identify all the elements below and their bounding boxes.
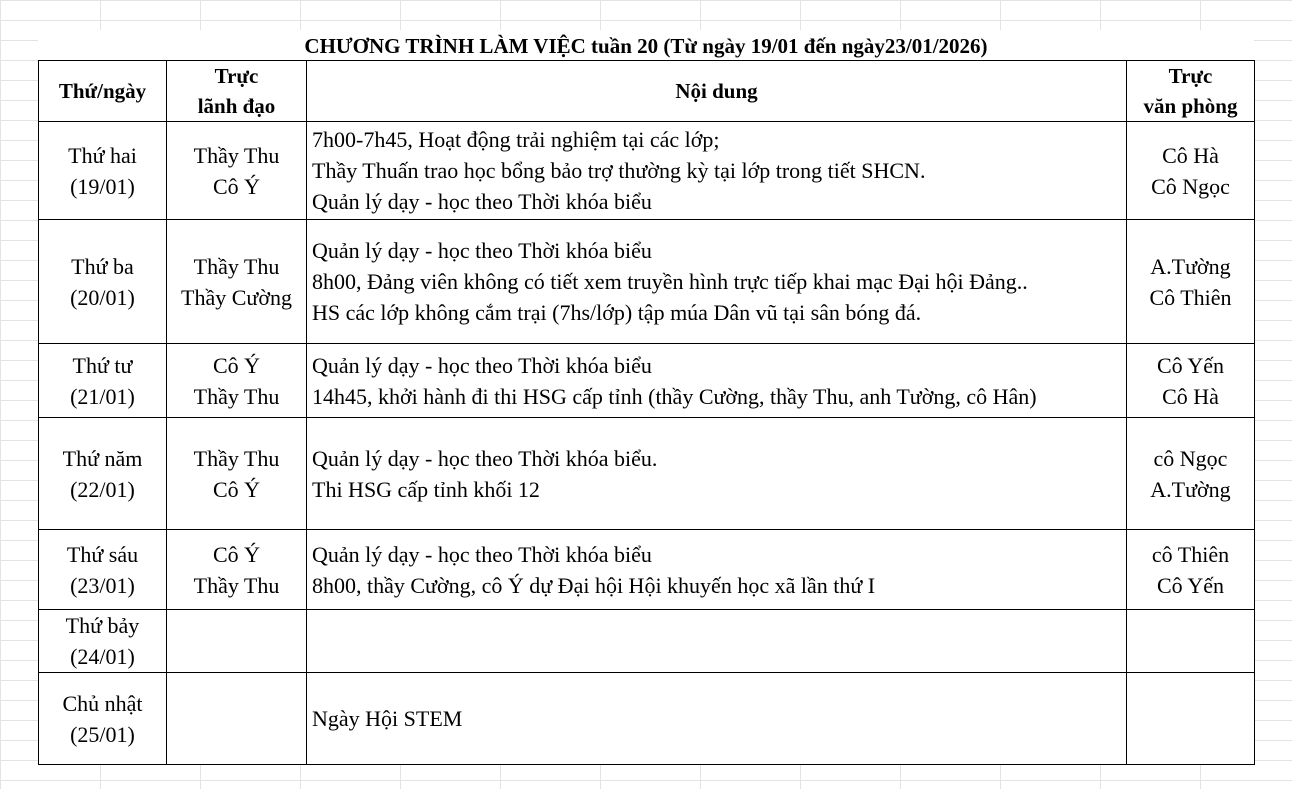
header-row [39, 61, 1255, 122]
table-row [39, 610, 1255, 673]
day-cell [39, 344, 167, 418]
content-line: Quản lý dạy - học theo Thời khóa biểu [312, 238, 652, 263]
leader-cell [167, 530, 307, 610]
day-cell [39, 530, 167, 610]
content-line: 8h00, thầy Cường, cô Ý dự Đại hội Hội khuyến học xã lần thứ I [312, 572, 876, 598]
content-line: Thi HSG cấp tỉnh khối 12 [312, 476, 540, 502]
day-name: Thứ bảy [65, 613, 140, 638]
day-cell [39, 673, 167, 765]
office-cell [1127, 530, 1255, 610]
table-row [39, 418, 1255, 530]
leader-name: Thầy Thu [193, 142, 280, 168]
leader-cell [167, 418, 307, 530]
day-date: (21/01) [70, 383, 135, 409]
content-line: HS các lớp không cắm trại (7hs/lớp) tập múa Dân vũ tại sân bóng đá. [312, 300, 922, 325]
day-date: (19/01) [70, 173, 135, 199]
content-line: 8h00, Đảng viên không có tiết xem truyền hình trực tiếp khai mạc Đại hội Đảng.. [312, 269, 1028, 294]
content-line: 14h45, khởi hành đi thi HSG cấp tỉnh (thầy Cường, thầy Thu, anh Tường, cô Hân) [312, 383, 1037, 409]
day-name: Chủ nhật [62, 690, 143, 716]
office-cell [1127, 122, 1255, 220]
day-date: (23/01) [70, 572, 135, 598]
content-cell [307, 418, 1127, 530]
office-staff-name: cô Thiên [1151, 541, 1230, 567]
leader-name: Thầy Thu [193, 572, 280, 598]
table-row [39, 673, 1255, 765]
content-line: Quản lý dạy - học theo Thời khóa biểu [312, 189, 652, 214]
leader-cell [167, 344, 307, 418]
leader-cell [167, 122, 307, 220]
content-line: Quản lý dạy - học theo Thời khóa biểu. [312, 445, 658, 471]
table-row [39, 122, 1255, 220]
office-staff-name: A.Tường [1150, 253, 1231, 279]
content-cell [307, 530, 1127, 610]
leader-cell [167, 673, 307, 765]
day-cell [39, 610, 167, 673]
leader-name: Thầy Thu [193, 253, 280, 279]
office-staff-name: Cô Thiên [1149, 284, 1232, 310]
day-cell [39, 122, 167, 220]
content-line: Quản lý dạy - học theo Thời khóa biểu [312, 352, 652, 378]
header-office [1127, 61, 1255, 122]
leader-name: Cô Ý [212, 173, 261, 199]
content-line: Thầy Thuấn trao học bổng bảo trợ thường kỳ tại lớp trong tiết SHCN. [312, 158, 926, 183]
content-cell [307, 344, 1127, 418]
leader-cell [167, 610, 307, 673]
leader-name: Thầy Thu [193, 383, 280, 409]
office-cell [1127, 344, 1255, 418]
header-content: Nội dung [307, 61, 1127, 122]
leader-name: Thầy Thu [193, 445, 280, 471]
content-cell [307, 673, 1127, 765]
day-date: (22/01) [70, 476, 135, 502]
leader-name: Cô Ý [212, 541, 261, 567]
day-cell [39, 220, 167, 344]
schedule-body [39, 122, 1255, 765]
day-name: Thứ năm [62, 445, 143, 471]
office-cell [1127, 418, 1255, 530]
office-staff-name: Cô Hà [1162, 383, 1219, 409]
schedule-sheet [38, 30, 1254, 765]
day-name: Thứ tư [72, 352, 133, 378]
office-staff-name: Cô Ngọc [1151, 173, 1230, 199]
office-staff-name: A.Tường [1150, 476, 1231, 502]
leader-cell [167, 220, 307, 344]
office-staff-name: cô Ngọc [1153, 445, 1228, 471]
office-staff-name: Cô Yến [1156, 352, 1224, 378]
content-line: 7h00-7h45, Hoạt động trải nghiệm tại các lớp; [312, 127, 720, 152]
leader-name: Cô Ý [212, 352, 261, 378]
header-day: Thứ/ngày [39, 61, 167, 122]
table-row [39, 530, 1255, 610]
leader-name: Cô Ý [212, 476, 261, 502]
day-date: (25/01) [70, 721, 135, 747]
content-line: Quản lý dạy - học theo Thời khóa biểu [312, 541, 652, 567]
table-row [39, 220, 1255, 344]
content-cell [307, 610, 1127, 673]
header-leader-line2: lãnh đạo [197, 94, 276, 118]
day-name: Thứ ba [71, 253, 134, 279]
day-cell [39, 418, 167, 530]
table-row [39, 344, 1255, 418]
content-cell [307, 122, 1127, 220]
day-name: Thứ sáu [66, 541, 139, 567]
header-leader [167, 61, 307, 122]
day-date: (24/01) [70, 644, 135, 669]
office-staff-name: Cô Hà [1162, 142, 1219, 168]
content-cell [307, 220, 1127, 344]
office-cell [1127, 220, 1255, 344]
content-line: Ngày Hội STEM [312, 706, 463, 731]
office-staff-name: Cô Yến [1156, 572, 1224, 598]
office-cell [1127, 673, 1255, 765]
schedule-table [38, 60, 1255, 765]
header-office-line1: Trực [1168, 64, 1213, 88]
schedule-title: CHƯƠNG TRÌNH LÀM VIỆC tuần 20 (Từ ngày 19/01 đến ngày23/01/2026) [38, 30, 1254, 60]
header-office-line2: văn phòng [1143, 94, 1238, 118]
leader-name: Thầy Cường [181, 284, 292, 310]
office-cell [1127, 610, 1255, 673]
day-date: (20/01) [70, 284, 135, 310]
header-leader-line1: Trực [214, 64, 259, 88]
day-name: Thứ hai [68, 142, 137, 168]
